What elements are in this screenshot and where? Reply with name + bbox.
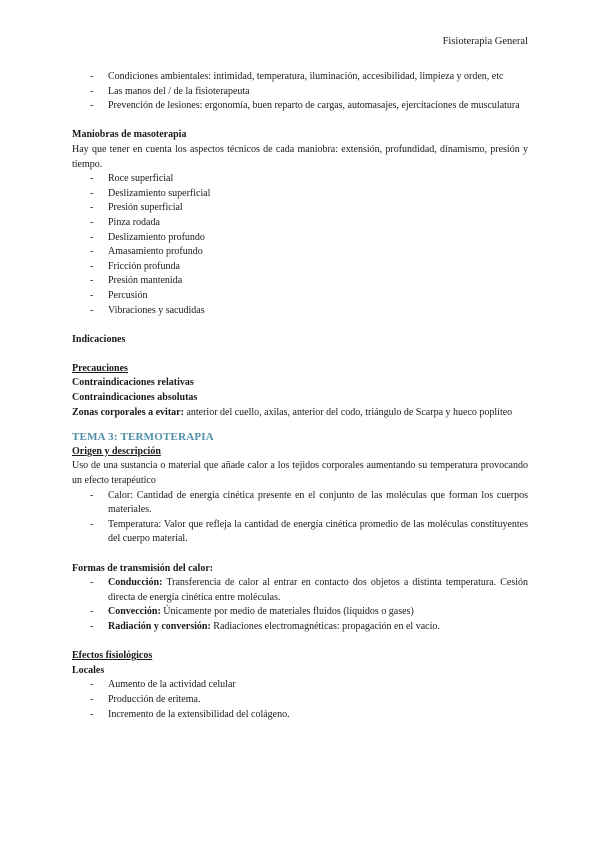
list-item: - Prevención de lesiones: ergonomía, buen reparto de cargas, automasajes, ejercitaciones de musculatura [72,99,528,114]
contraindicaciones-relativas: Contraindicaciones relativas [72,377,194,389]
top-list [72,70,528,114]
list-item: - Amasamiento profundo [72,245,528,260]
zonas-label: Zonas corporales a evitar: [72,406,184,418]
list-item: - Deslizamiento superficial [72,187,528,202]
maniobras-heading: Maniobras de masoterapia [72,129,187,141]
topic-title: TEMA 3: TERMOTERAPIA [72,431,214,444]
locales-heading: Locales [72,664,105,676]
contraindicaciones-absolutas: Contraindicaciones absolutas [72,392,198,404]
formas-label: Convección: [108,606,161,618]
page-header: Fisioterapia General [442,36,528,47]
list-item [72,576,528,605]
list-item: - Vibraciones y sacudidas [72,304,528,319]
formas-label: Conducción: [108,577,163,589]
list-item: - Roce superficial [72,172,528,187]
list-item: - Producción de eritema. [72,693,528,708]
origen-list [72,489,528,547]
list-item: - Temperatura: Valor que refleja la cantidad de energía cinética promedio de las moléculas constituyentes del cuerpo material. [72,518,528,547]
list-item [72,620,528,635]
list-item: - Pinza rodada [72,216,528,231]
formas-label: Radiación y conversión: [108,620,211,632]
list-item: - Calor: Cantidad de energía cinética presente en el conjunto de las moléculas que forman los cuerpos materiales. [72,489,528,518]
list-item: - Deslizamiento profundo [72,231,528,246]
page-content [72,70,528,722]
formas-text: Radiaciones electromagnéticas: propagación en el vacío. [210,620,440,632]
list-item: - Condiciones ambientales: intimidad, temperatura, iluminación, accesibilidad, limpieza y orden, etc [72,70,528,85]
maniobras-list [72,172,528,318]
list-item: - Las manos del / de la fisioterapeuta [72,85,528,100]
list-item [72,605,528,620]
formas-text: Únicamente por medio de materiales fluidos (líquidos o gases) [160,606,414,618]
indicaciones-heading: Indicaciones [72,333,126,345]
origen-heading: Origen y descripción [72,445,161,457]
locales-list [72,678,528,722]
origen-text: Uso de una sustancia o material que añade calor a los tejidos corporales aumentando su temperatura provocando un efecto terapéutico [72,460,528,487]
precauciones-heading: Precauciones [72,362,128,374]
zonas-evitar [72,406,528,421]
list-item: - Incremento de la extensibilidad del colágeno. [72,708,528,723]
zonas-text: anterior del cuello, axilas, anterior del codo, triángulo de Scarpa y hueco poplíteo [183,406,513,418]
list-item: - Aumento de la actividad celular [72,678,528,693]
list-item: - Fricción profunda [72,260,528,275]
formas-text: Transferencia de calor al entrar en contacto dos objetos a distinta temperatura. Cesión directa de energía cinética entre moléculas. [108,577,528,603]
efectos-heading: Efectos fisiológicos [72,650,153,662]
list-item: - Percusión [72,289,528,304]
formas-list [72,576,528,634]
formas-heading: Formas de transmisión del calor: [72,562,214,574]
document-page [72,0,528,848]
maniobras-intro: Hay que tener en cuenta los aspectos técnicos de cada maniobra: extensión, profundidad, dinamismo, presión y tiempo. [72,143,528,170]
list-item: - Presión mantenida [72,274,528,289]
list-item: - Presión superficial [72,201,528,216]
